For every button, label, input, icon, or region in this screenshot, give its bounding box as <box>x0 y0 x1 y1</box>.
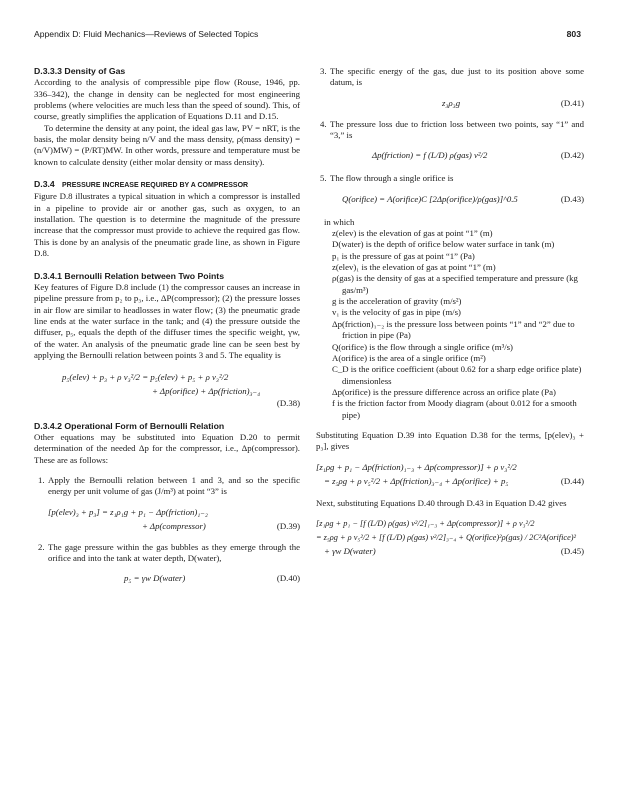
section-title: PRESSURE INCREASE REQUIRED BY A COMPRESSOR <box>62 182 249 190</box>
list-item <box>316 173 584 184</box>
equation-d39-line2 <box>34 521 300 533</box>
definition-item: Δp(orifice) is the pressure difference across an orifice plate (Pa) <box>332 386 556 397</box>
section-heading-density-of-gas: D.3.3.3 Density of Gas <box>34 66 126 76</box>
definition-item: p₁ is the pressure of gas at point “1” (Pa) <box>332 250 475 261</box>
definition-item: g is the acceleration of gravity (m/s²) <box>332 296 462 307</box>
definition-item: z(elev)₁ is the elevation of gas at point “1” (m) <box>332 262 496 273</box>
definition-item: C_D is the orifice coefficient (about 0.62 for a sharp edge orifice plate) dimensionless <box>332 364 582 386</box>
equation-d43 <box>316 194 584 208</box>
page-number: 803 <box>566 29 581 39</box>
paragraph: Substituting Equation D.39 into Equation D.38 for the terms, [p(elev)₃ + p₃], gives <box>316 429 584 452</box>
paragraph: Figure D.8 illustrates a typical situation in which a compressor is installed in a pipeline to provide air or another gas, such as oxygen, to an installation. The question is to determine the magnitude of the pressure increase that the compressor must provide to achieve the required gas flow. This is done by an analysis of the pneumatic grade line, as shown in Figure D.8. <box>34 191 300 259</box>
paragraph: Key features of Figure D.8 include (1) the compressor causes an increase in pipeline pressure from p₂ to p₃, i.e., ΔP(compressor); (2) the pressure losses in air flow are similar to headlosses in water flow; (3) the pneumatic grade line ends at the water surface in the tank; and (4) the pressure outside the diffuser, p₅, equals the depth of the diffuser times the specific weight, γw, of the water. An analysis of the pneumatic grade line can be seen best by applying the Bernoulli relation between points 3 and 5. The equality is <box>34 281 300 360</box>
list-text: The gage pressure within the gas bubbles as they emerge through the orifice and into the tank at water depth, D(water), <box>48 541 300 563</box>
definition-item: A(orifice) is the area of a single orifice (m²) <box>332 352 486 363</box>
paragraph: To determine the density at any point, the ideal gas law, PV = nRT, is the basis, the molar density being n/V and the mass density, ρ(mass density) = (n/V)MW) = (P/RT)MW. In other words, pressure and temperature must be known to calculate density (either molar density or mass density). <box>34 122 300 167</box>
equation-text: + γw D(water) <box>324 545 376 556</box>
definition-item: Δp(friction)₁₋₂ is the pressure loss between points “1” and “2” due to friction in pipe (Pa) <box>332 318 575 341</box>
equation-number: (D.44) <box>560 475 584 486</box>
equation-d39-line1: [p(elev)₃ + p₃] = z₁ρ₁g + p₁ − Δp(friction)₁₋₂ <box>48 506 208 517</box>
equation-number: (D.42) <box>560 150 584 161</box>
list-item <box>316 119 584 142</box>
equation-number: (D.43) <box>560 193 584 204</box>
equation-d45-line2: = z₅ρg + ρ v₅²/2 + [f (L/D) ρ(gas) v²/2]₃₋₄ + Q(orifice)²ρ(gas) / 2C²A(orifice)² <box>316 532 577 542</box>
definition-item: Q(orifice) is the flow through a single orifice (m³/s) <box>332 341 513 352</box>
equation-number: (D.40) <box>276 573 300 584</box>
equation-d40 <box>34 573 300 585</box>
paragraph: Next, substituting Equations D.40 through D.43 in Equation D.42 gives <box>316 497 567 508</box>
list-text: The specific energy of the gas, due just to its position above some datum, is <box>330 66 584 88</box>
list-text: The pressure loss due to friction loss between two points, say “1” and “3,” is <box>330 118 584 141</box>
equation-text: Q(orifice) = A(orifice)C [2Δp(orifice)/ρ(gas)]^0.5 <box>342 193 518 204</box>
definition-list <box>316 228 584 421</box>
list-number: 2. <box>38 541 45 552</box>
section-heading-compressor <box>34 179 300 191</box>
list-item <box>316 66 584 89</box>
equation-d38-line1: p₅(elev) + p₃ + ρ v₃²/2 = p₅(elev) + p₅ + ρ v₃²/2 <box>62 372 229 383</box>
section-heading-bernoulli: D.3.4.1 Bernoulli Relation between Two Points <box>34 270 225 281</box>
equation-number: (D.38) <box>276 398 300 409</box>
list-number: 1. <box>38 474 45 485</box>
list-text: Apply the Bernoulli relation between 1 and 3, and so the specific energy per unit volume of gas (J/m³) at point “3” is <box>48 474 300 497</box>
equation-number: (D.45) <box>560 545 584 556</box>
equation-d42 <box>316 150 584 164</box>
equation-d44-line1: [z₁ρg + p₁ − Δp(friction)₁₋₃ + Δp(compressor)] + ρ v₃²/2 <box>316 461 517 472</box>
equation-text: p₅ = γw D(water) <box>124 573 186 584</box>
ordered-list <box>316 66 584 208</box>
definition-item: z(elev) is the elevation of gas at point “1” (m) <box>332 228 493 239</box>
list-item <box>34 475 300 498</box>
list-number: 4. <box>320 118 327 129</box>
list-item <box>34 542 300 565</box>
section-number: D.3.4 <box>34 179 55 190</box>
definition-item: ρ(gas) is the density of gas at a specified temperature and pressure (kg gas/m³) <box>332 273 578 295</box>
paragraph: in which <box>324 216 355 227</box>
equation-text: Δp(friction) = f (L/D) ρ(gas) v²/2 <box>372 150 488 161</box>
ordered-list <box>34 475 300 585</box>
paragraph: Other equations may be substituted into Equation D.20 to permit determination of the needed Δp for the compressor, i.e., Δp(compressor). These are as follows: <box>34 431 300 465</box>
list-text: The flow through a single orifice is <box>330 173 454 184</box>
page-header <box>34 29 581 43</box>
equation-d38-line2: + Δp(orifice) + Δp(friction)₃₋₄ <box>152 386 261 397</box>
right-column <box>316 66 584 558</box>
list-number: 3. <box>320 66 327 76</box>
equation-text: = z₅ρg + ρ v₅²/2 + Δp(friction)₃₋₄ + Δp(orifice) + p₅ <box>324 475 509 486</box>
definition-item: D(water) is the depth of orifice below water surface in tank (m) <box>332 239 555 250</box>
equation-d41 <box>316 98 584 110</box>
equation-d45-line3 <box>316 546 584 558</box>
paragraph: According to the analysis of compressible pipe flow (Rouse, 1946, pp. 336–342), the change in density can be neglected for most engineering problems (where velocities are much less than the speed of sound). This, of course, greatly simplifies the application of Equations D.11 and D.15. <box>34 77 300 122</box>
running-title: Appendix D: Fluid Mechanics—Reviews of Selected Topics <box>34 29 259 39</box>
left-column <box>34 66 300 585</box>
list-number: 5. <box>320 173 327 184</box>
definition-item: v₁ is the velocity of gas in pipe (m/s) <box>332 307 461 318</box>
equation-text: + Δp(compressor) <box>142 520 206 531</box>
equation-d45-line1: [z₁ρg + p₁ − [f (L/D) ρ(gas) v²/2]₁₋₃ + Δp(compressor)] + ρ v₃²/2 <box>316 518 535 528</box>
definition-item: f is the friction factor from Moody diagram (about 0.012 for a smooth pipe) <box>332 398 577 420</box>
equation-text: z₃ρ₃g <box>442 97 461 108</box>
section-heading-operational-form: D.3.4.2 Operational Form of Bernoulli Relation <box>34 420 225 431</box>
equation-number: (D.41) <box>560 97 584 108</box>
equation-d44-line2 <box>316 476 584 489</box>
equation-number: (D.39) <box>276 520 300 531</box>
